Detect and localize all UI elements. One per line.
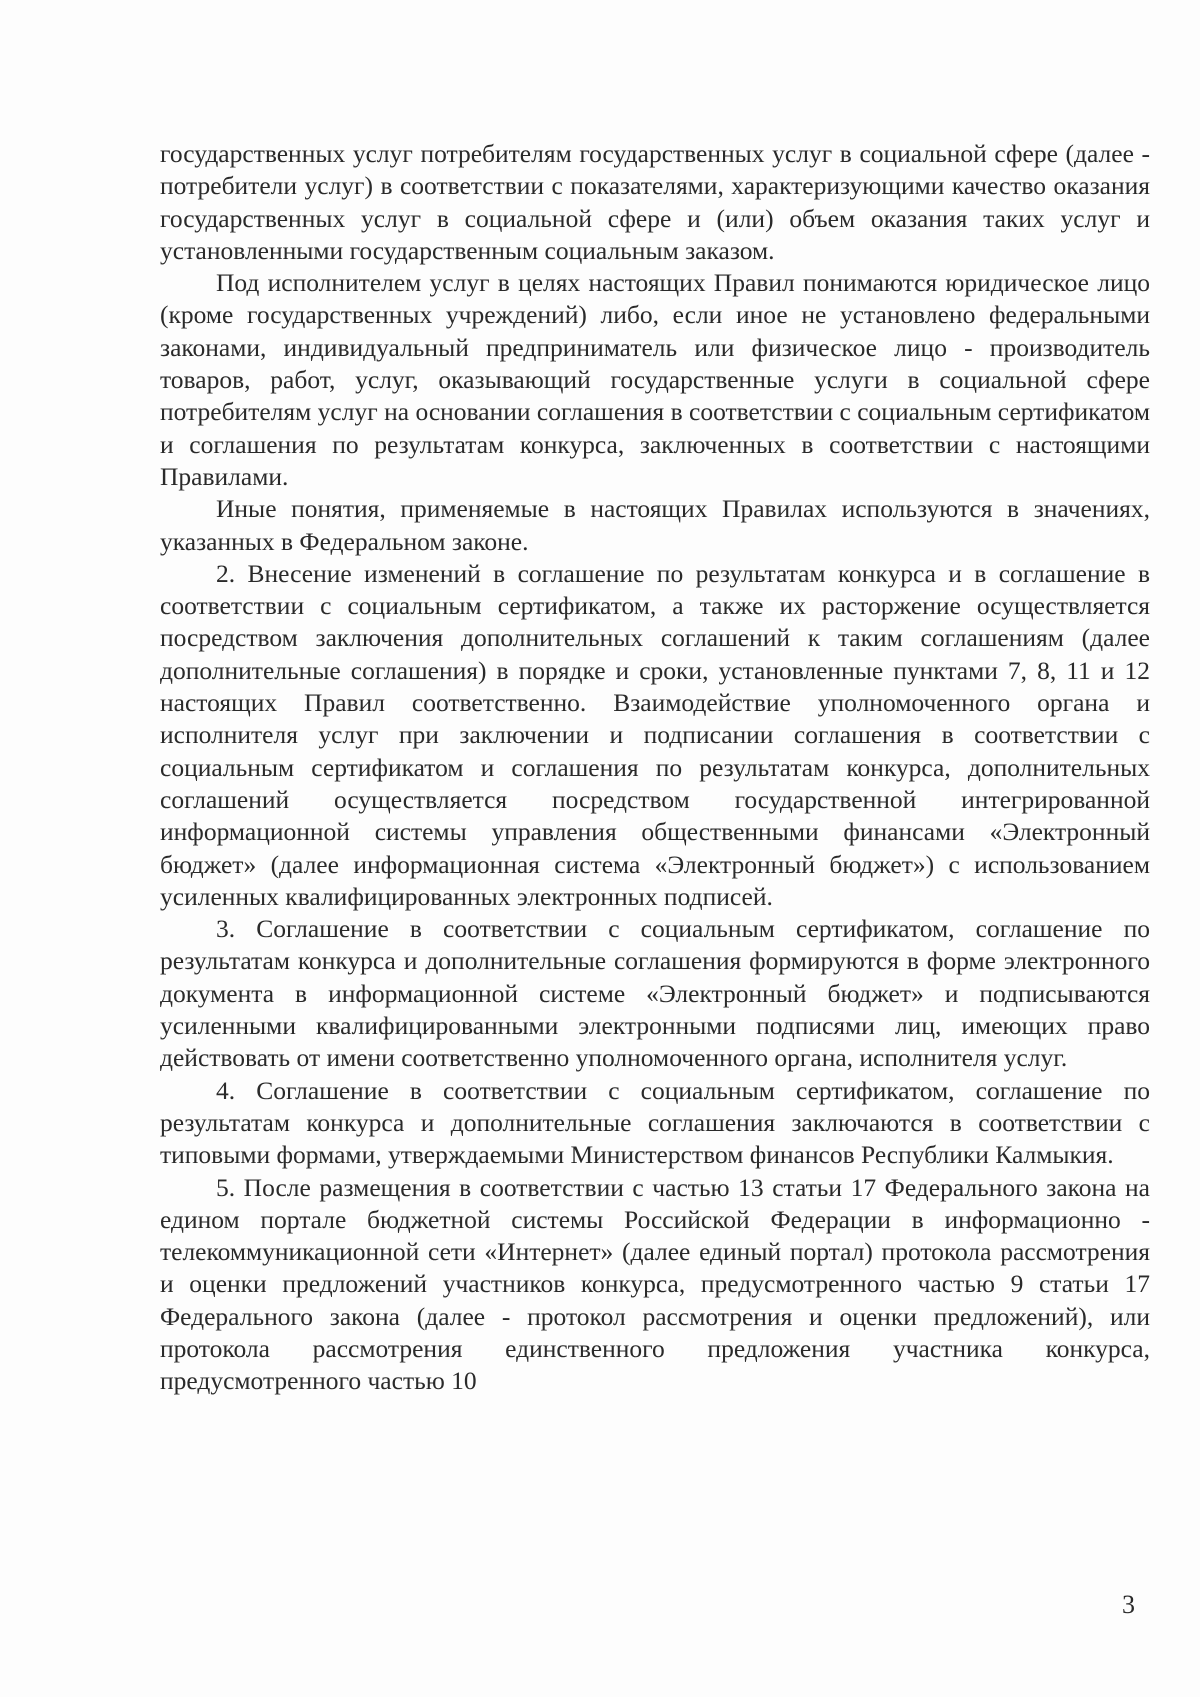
paragraph-other-terms: Иные понятия, применяемые в настоящих Правилах используются в значениях, указанных в Федеральном законе. [160, 494, 1150, 556]
paragraph-continuation: государственных услуг потребителям государственных услуг в социальной сфере (далее - потребители услуг) в соответствии с показателями, характеризующими качество оказания государственных услуг в социальной сфере и (или) объем оказания таких услуг и установленными государственным социальным заказом. [160, 139, 1150, 265]
paragraph-service-provider-definition: Под исполнителем услуг в целях настоящих Правил понимаются юридическое лицо (кроме государственных учреждений) либо, если иное не установлено федеральными законами, индивидуальный предприниматель или физическое лицо - производитель товаров, работ, услуг, оказывающий государственные услуги в социальной сфере потребителям услуг на основании соглашения в соответствии с социальным сертификатом и соглашения по результатам конкурса, заключенных в соответствии с настоящими Правилами. [160, 268, 1150, 491]
paragraph-clause-5: 5. После размещения в соответствии с частью 13 статьи 17 Федерального закона на едином портале бюджетной системы Российской Федерации в информационно - телекоммуникационной сети «Интернет» (далее единый портал) протокола рассмотрения и оценки предложений участников конкурса, предусмотренного частью 9 статьи 17 Федерального закона (далее - протокол рассмотрения и оценки предложений), или протокола рассмотрения единственного предложения участника конкурса, предусмотренного частью 10 [160, 1172, 1150, 1396]
paragraph-clause-3: 3. Соглашение в соответствии с социальным сертификатом, соглашение по результатам конкурса и дополнительные соглашения формируются в форме электронного документа в информационной системе «Электронный бюджет» и подписываются усиленными квалифицированными электронными подписями лиц, имеющих право действовать от имени соответственно уполномоченного органа, исполнителя услуг. [160, 914, 1150, 1073]
page-number: 3 [1122, 1590, 1135, 1619]
paragraph-clause-4: 4. Соглашение в соответствии с социальным сертификатом, соглашение по результатам конкурса и дополнительные соглашения заключаются в соответствии с типовыми формами, утверждаемыми Министерством финансов Республики Калмыкия. [160, 1075, 1150, 1170]
document-body [160, 138, 1150, 1398]
paragraph-clause-2: 2. Внесение изменений в соглашение по результатам конкурса и в соглашение в соответствии с социальным сертификатом, а также их расторжение осуществляется посредством заключения дополнительных соглашений к таким соглашениям (далее дополнительные соглашения) в порядке и сроки, установленные пунктами 7, 8, 11 и 12 настоящих Правил соответственно. Взаимодействие уполномоченного органа и исполнителя услуг при заключении и подписании соглашения в соответствии с социальным сертификатом и соглашения по результатам конкурса, дополнительных соглашений осуществляется посредством государственной интегрированной информационной системы управления общественными финансами «Электронный бюджет» (далее информационная система «Электронный бюджет») с использованием усиленных квалифицированных электронных подписей. [160, 558, 1150, 911]
